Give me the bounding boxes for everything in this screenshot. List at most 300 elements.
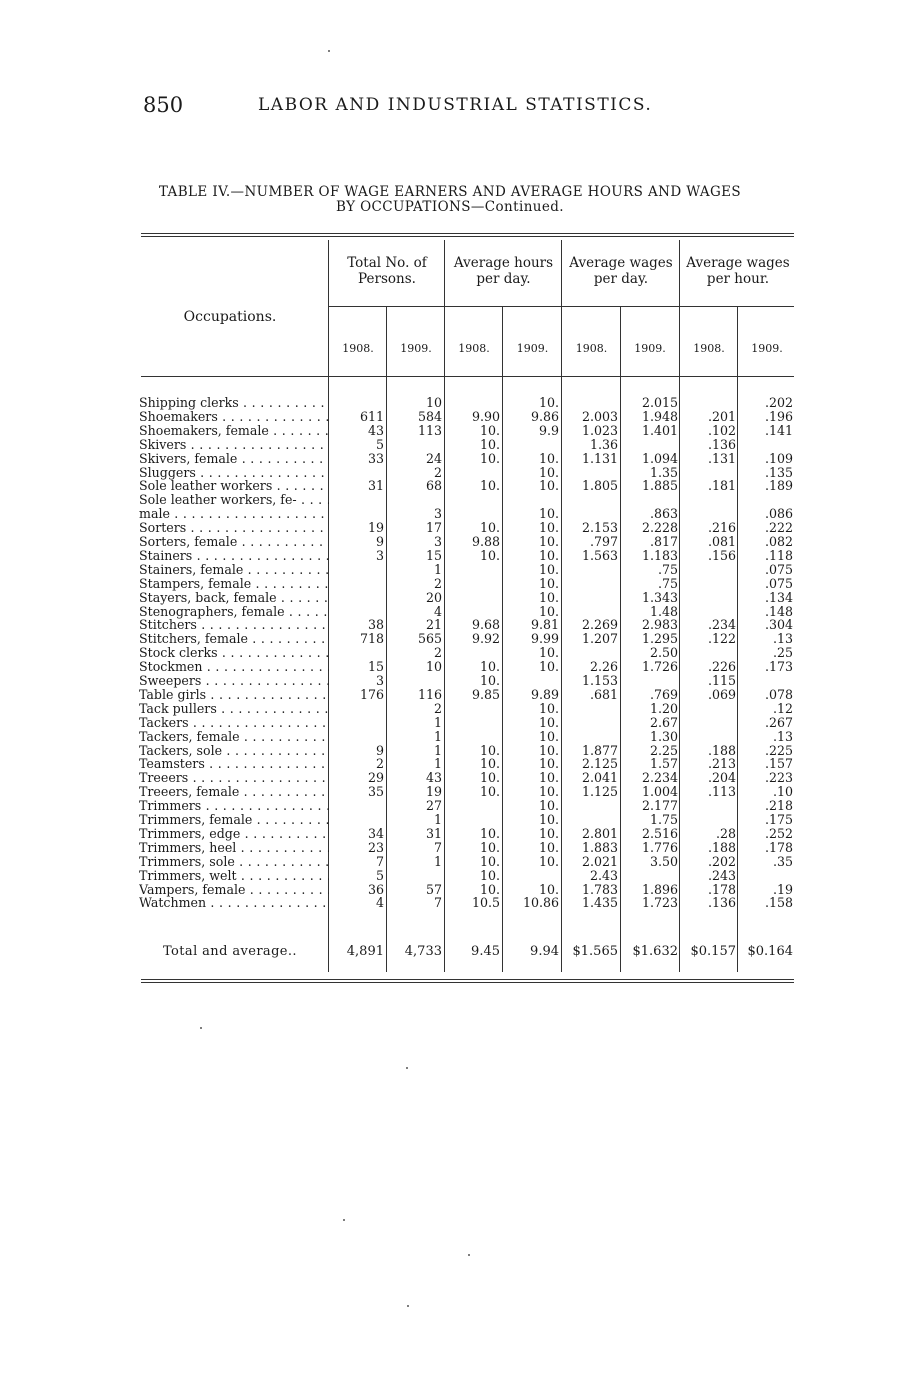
value-cell: .216: [707, 520, 736, 536]
value-cell: 1: [433, 853, 442, 869]
occupation-cell: Skivers . . .: [139, 438, 329, 452]
value-cell: .243: [707, 867, 736, 883]
total-cell: 4,891: [346, 944, 384, 959]
col-rule-7: [737, 306, 738, 972]
value-cell: 10.: [538, 520, 559, 536]
value-cell: .202: [707, 853, 736, 869]
value-cell: 68: [425, 478, 442, 494]
occupation-cell: Trimmers, edge . . .: [139, 827, 329, 841]
value-cell: 10.: [479, 784, 500, 800]
value-cell: 2.67: [649, 714, 678, 730]
occupation-cell: Watchmen . . .: [139, 896, 329, 910]
value-cell: 10.: [479, 547, 500, 563]
value-cell: 2.26: [589, 659, 618, 675]
value-cell: .75: [657, 561, 678, 577]
occupation-cell: Shoemakers . . .: [139, 410, 329, 424]
value-cell: 176: [359, 686, 384, 702]
occupation-cell: Sweepers . . .: [139, 674, 329, 688]
value-cell: 31: [425, 825, 442, 841]
value-cell: .181: [707, 478, 736, 494]
group-header-persons: [330, 255, 444, 287]
value-cell: .304: [764, 617, 793, 633]
value-cell: 2.269: [581, 617, 618, 633]
occupation-cell: Vampers, female . . .: [139, 883, 329, 897]
occupation-cell: Trimmers, sole . . .: [139, 855, 329, 869]
value-cell: 2.153: [581, 520, 618, 536]
value-cell: 565: [417, 631, 442, 647]
value-cell: 1.57: [649, 756, 678, 772]
value-cell: 2: [433, 575, 442, 591]
value-cell: 1.948: [641, 408, 678, 424]
value-cell: .078: [764, 686, 793, 702]
value-cell: 9.99: [530, 631, 559, 647]
total-cell: $0.164: [747, 944, 793, 959]
value-cell: 10.: [479, 436, 500, 452]
value-cell: 10.: [479, 770, 500, 786]
value-cell: 2.801: [581, 825, 618, 841]
value-cell: 2.50: [649, 645, 678, 661]
total-cell: 4,733: [404, 944, 442, 959]
value-cell: 10.: [479, 659, 500, 675]
value-cell: 10.: [479, 450, 500, 466]
value-cell: .118: [764, 547, 793, 563]
value-cell: .222: [764, 520, 793, 536]
col-rule-2: [444, 240, 445, 972]
value-cell: 9.92: [471, 631, 500, 647]
value-cell: 10.: [479, 478, 500, 494]
value-cell: 10.: [538, 784, 559, 800]
value-cell: 1.75: [649, 812, 678, 827]
occupation-cell: Table girls . . .: [139, 688, 329, 702]
value-cell: 9: [375, 534, 384, 549]
occupation-cell: Treeers . . .: [139, 771, 329, 785]
value-cell: 10.: [538, 589, 559, 605]
occupation-cell: Teamsters . . .: [139, 757, 329, 771]
value-cell: .817: [649, 534, 678, 549]
occupation-cell: Stainers, female . . .: [139, 563, 329, 577]
value-cell: 10.: [538, 770, 559, 786]
value-cell: 1.877: [581, 742, 618, 758]
value-cell: 10.: [538, 742, 559, 758]
value-cell: 10.: [538, 756, 559, 772]
value-cell: .075: [764, 575, 793, 591]
occupation-cell: Sole leather workers . . .: [139, 479, 329, 493]
value-cell: 1: [433, 812, 442, 827]
value-cell: 27: [425, 798, 442, 814]
scan-speck: [200, 1027, 202, 1029]
value-cell: 1.726: [641, 659, 678, 675]
occupation-cell: Sole leather workers, fe- . . .: [139, 493, 329, 507]
value-cell: .115: [707, 673, 736, 688]
value-cell: 1.004: [641, 784, 678, 800]
value-cell: .19: [772, 881, 793, 897]
value-cell: 1.295: [641, 631, 678, 647]
value-cell: 43: [425, 770, 442, 786]
group-header-line: per hour.: [706, 271, 770, 287]
value-cell: 1.401: [641, 422, 678, 438]
value-cell: .252: [764, 825, 793, 841]
value-cell: 9: [375, 742, 384, 758]
value-cell: 2.516: [641, 825, 678, 841]
value-cell: 43: [367, 422, 384, 438]
value-cell: 1.131: [581, 450, 618, 466]
value-cell: 1.094: [641, 450, 678, 466]
table-title: TABLE IV.—NUMBER OF WAGE EARNERS AND AVERAGE HOURS AND WAGES: [158, 184, 742, 200]
value-cell: .35: [772, 853, 793, 869]
value-cell: 1.896: [641, 881, 678, 897]
value-cell: 9.81: [530, 617, 559, 633]
value-cell: 10.: [479, 673, 500, 688]
occupation-cell: Stainers . . .: [139, 549, 329, 563]
value-cell: 10.: [479, 422, 500, 438]
value-cell: 1: [433, 714, 442, 730]
value-cell: 718: [359, 631, 384, 647]
value-cell: 34: [367, 825, 384, 841]
value-cell: 9.68: [471, 617, 500, 633]
value-cell: .797: [589, 534, 618, 549]
group-header-line: per day.: [476, 271, 531, 287]
occupation-cell: Stenographers, female . . .: [139, 605, 329, 619]
occupation-cell: Sorters, female . . .: [139, 535, 329, 549]
value-cell: 1.723: [641, 895, 678, 911]
value-cell: .201: [707, 408, 736, 424]
value-cell: 5: [375, 436, 384, 452]
value-cell: .081: [707, 534, 736, 549]
value-cell: .223: [764, 770, 793, 786]
occupation-cell: Stock clerks . . .: [139, 646, 329, 660]
value-cell: 1: [433, 728, 442, 744]
occupations-header: Occupations.: [183, 309, 277, 325]
value-cell: 2.003: [581, 408, 618, 424]
value-cell: 1.776: [641, 839, 678, 855]
total-cell: $0.157: [690, 944, 736, 959]
value-cell: 1.783: [581, 881, 618, 897]
value-cell: 10.: [479, 867, 500, 883]
value-cell: 10.: [538, 700, 559, 716]
value-cell: 10.: [538, 547, 559, 563]
group-header-line: per day.: [593, 271, 649, 287]
table-bottom-rule: [141, 979, 794, 980]
value-cell: 1.207: [581, 631, 618, 647]
value-cell: .13: [772, 631, 793, 647]
value-cell: 10.5: [471, 895, 500, 911]
value-cell: .12: [772, 700, 793, 716]
value-cell: .863: [649, 506, 678, 522]
group-header-hours: [446, 255, 561, 287]
value-cell: 10.: [479, 881, 500, 897]
occupation-cell: Tackers, female . . .: [139, 730, 329, 744]
occupation-cell: Shipping clerks . . .: [139, 396, 329, 410]
value-cell: 15: [367, 659, 384, 675]
value-cell: .148: [764, 603, 793, 619]
value-cell: 2.125: [581, 756, 618, 772]
occupation-cell: male . . .: [139, 507, 329, 521]
total-cell: 9.45: [471, 944, 500, 959]
value-cell: .134: [764, 589, 793, 605]
occupation-cell: Sluggers . . .: [139, 466, 329, 480]
value-cell: 1.883: [581, 839, 618, 855]
value-cell: 57: [425, 881, 442, 897]
value-cell: 29: [367, 770, 384, 786]
col-rule-1: [386, 306, 387, 972]
value-cell: 10.: [538, 812, 559, 827]
occupation-cell: Trimmers, female . . .: [139, 813, 329, 827]
value-cell: 21: [425, 617, 442, 633]
table-top-rule-double: [141, 236, 794, 237]
occupation-cell: Tackers . . .: [139, 716, 329, 730]
value-cell: .225: [764, 742, 793, 758]
value-cell: .25: [772, 645, 793, 661]
value-cell: .213: [707, 756, 736, 772]
value-cell: 10.: [538, 853, 559, 869]
group-header-line: Average wages: [569, 255, 673, 271]
group-header-line: Total No. of: [347, 255, 427, 271]
value-cell: 10.: [538, 478, 559, 494]
col-rule-3: [502, 306, 503, 972]
year-header: 1909.: [634, 342, 666, 355]
value-cell: .069: [707, 686, 736, 702]
value-cell: 15: [425, 547, 442, 563]
value-cell: 4: [375, 895, 384, 911]
value-cell: 2.43: [589, 867, 618, 883]
value-cell: 10.: [479, 520, 500, 536]
value-cell: 10.: [538, 534, 559, 549]
value-cell: .226: [707, 659, 736, 675]
value-cell: 3: [433, 534, 442, 549]
value-cell: 10.: [538, 450, 559, 466]
value-cell: 10.: [538, 575, 559, 591]
table-subtitle: BY OCCUPATIONS—Continued.: [335, 199, 565, 215]
value-cell: .109: [764, 450, 793, 466]
value-cell: 2: [375, 756, 384, 772]
value-cell: 10.: [538, 645, 559, 661]
value-cell: 38: [367, 617, 384, 633]
value-cell: 10.: [538, 881, 559, 897]
value-cell: 2.228: [641, 520, 678, 536]
value-cell: 10.: [538, 464, 559, 480]
total-label: Total and average..: [163, 944, 297, 959]
value-cell: 1: [433, 742, 442, 758]
value-cell: .082: [764, 534, 793, 549]
value-cell: 2: [433, 700, 442, 716]
year-header: 1909.: [400, 342, 432, 355]
value-cell: .769: [649, 686, 678, 702]
value-cell: 35: [367, 784, 384, 800]
value-cell: .188: [707, 742, 736, 758]
value-cell: 1.125: [581, 784, 618, 800]
col-rule-6: [679, 240, 680, 972]
value-cell: 10.: [479, 853, 500, 869]
occupation-cell: Stitchers . . .: [139, 618, 329, 632]
value-cell: 36: [367, 881, 384, 897]
group-header-wages-day: [563, 255, 679, 287]
occupation-cell: Stampers, female . . .: [139, 577, 329, 591]
value-cell: 9.88: [471, 534, 500, 549]
value-cell: 1.30: [649, 728, 678, 744]
value-cell: .135: [764, 464, 793, 480]
occupation-cell: Skivers, female . . .: [139, 452, 329, 466]
value-cell: 9.90: [471, 408, 500, 424]
value-cell: 10.: [538, 839, 559, 855]
value-cell: 7: [433, 895, 442, 911]
value-cell: .113: [707, 784, 736, 800]
value-cell: 17: [425, 520, 442, 536]
value-cell: 1: [433, 756, 442, 772]
value-cell: .681: [589, 686, 618, 702]
value-cell: 10.: [538, 659, 559, 675]
value-cell: .102: [707, 422, 736, 438]
occupation-cell: Trimmers, heel . . .: [139, 841, 329, 855]
value-cell: 1.563: [581, 547, 618, 563]
occupation-cell: Tackers, sole . . .: [139, 744, 329, 758]
value-cell: 10.: [479, 756, 500, 772]
value-cell: 3: [433, 506, 442, 522]
value-cell: 1.36: [589, 436, 618, 452]
occupation-cell: Stockmen . . .: [139, 660, 329, 674]
occupation-cell: Stayers, back, female . . .: [139, 591, 329, 605]
value-cell: 9.9: [538, 422, 559, 438]
year-header: 1908.: [458, 342, 490, 355]
value-cell: 113: [417, 422, 442, 438]
value-cell: 5: [375, 867, 384, 883]
value-cell: .196: [764, 408, 793, 424]
value-cell: 1: [433, 561, 442, 577]
value-cell: 10.: [538, 603, 559, 619]
value-cell: .136: [707, 895, 736, 911]
year-header: 1909.: [751, 342, 783, 355]
total-cell: 9.94: [530, 944, 559, 959]
scan-speck: [406, 1067, 408, 1069]
value-cell: .175: [764, 812, 793, 827]
value-cell: 7: [433, 839, 442, 855]
value-cell: 1.20: [649, 700, 678, 716]
value-cell: 1.885: [641, 478, 678, 494]
year-header: 1908.: [575, 342, 608, 355]
value-cell: 2: [433, 464, 442, 480]
table-bottom-rule-double: [141, 982, 794, 983]
group-header-line: Average wages: [686, 255, 790, 271]
value-cell: 2.983: [641, 617, 678, 633]
value-cell: 10.: [479, 742, 500, 758]
value-cell: .178: [764, 839, 793, 855]
value-cell: 33: [367, 450, 384, 466]
total-cell: $1.565: [572, 944, 618, 959]
occupation-cell: Trimmers . . .: [139, 799, 329, 813]
value-cell: 2: [433, 645, 442, 661]
value-cell: .131: [707, 450, 736, 466]
value-cell: 2.015: [641, 395, 678, 410]
occupation-cell: Tack pullers . . .: [139, 702, 329, 716]
value-cell: 1.435: [581, 895, 618, 911]
value-cell: 3: [375, 547, 384, 563]
group-header-wages-hour: [681, 255, 795, 287]
value-cell: 10.: [538, 728, 559, 744]
header-bottom-rule: [141, 376, 794, 377]
value-cell: 10.: [538, 825, 559, 841]
value-cell: .156: [707, 547, 736, 563]
col-rule-4: [561, 240, 562, 972]
value-cell: 9.85: [471, 686, 500, 702]
value-cell: .28: [715, 825, 736, 841]
value-cell: 10.: [538, 798, 559, 814]
group-header-line: Average hours: [453, 255, 554, 271]
value-cell: .189: [764, 478, 793, 494]
value-cell: 10.: [538, 506, 559, 522]
total-cell: $1.632: [632, 944, 678, 959]
value-cell: .178: [707, 881, 736, 897]
running-head: LABOR AND INDUSTRIAL STATISTICS.: [258, 95, 653, 115]
value-cell: .218: [764, 798, 793, 814]
value-cell: 4: [433, 603, 442, 619]
value-cell: 10: [425, 659, 442, 675]
value-cell: 584: [417, 408, 442, 424]
value-cell: 116: [417, 686, 442, 702]
value-cell: 2.041: [581, 770, 618, 786]
value-cell: 611: [359, 408, 384, 424]
occupation-cell: Trimmers, welt . . .: [139, 869, 329, 883]
value-cell: 1.35: [649, 464, 678, 480]
value-cell: 10.: [538, 395, 559, 410]
value-cell: 20: [425, 589, 442, 605]
scan-speck: [343, 1219, 345, 1221]
occupation-cell: Sorters . . .: [139, 521, 329, 535]
value-cell: .75: [657, 575, 678, 591]
value-cell: 1.805: [581, 478, 618, 494]
value-cell: 3.50: [649, 853, 678, 869]
year-header: 1908.: [693, 342, 725, 355]
value-cell: .086: [764, 506, 793, 522]
occupation-cell: Treeers, female . . .: [139, 785, 329, 799]
value-cell: .10: [772, 784, 793, 800]
scan-speck: [468, 1254, 470, 1256]
year-header: 1908.: [342, 342, 374, 355]
value-cell: .122: [707, 631, 736, 647]
value-cell: .13: [772, 728, 793, 744]
value-cell: .234: [707, 617, 736, 633]
value-cell: 9.86: [530, 408, 559, 424]
table-top-rule: [141, 233, 794, 234]
value-cell: 10.: [479, 839, 500, 855]
value-cell: .141: [764, 422, 793, 438]
value-cell: 2.234: [641, 770, 678, 786]
value-cell: .075: [764, 561, 793, 577]
occupation-cell: Stitchers, female . . .: [139, 632, 329, 646]
value-cell: .204: [707, 770, 736, 786]
value-cell: .267: [764, 714, 793, 730]
value-cell: 2.177: [641, 798, 678, 814]
value-cell: 31: [367, 478, 384, 494]
value-cell: 10.: [538, 561, 559, 577]
value-cell: 1.023: [581, 422, 618, 438]
year-header: 1909.: [516, 342, 549, 355]
value-cell: 2.021: [581, 853, 618, 869]
value-cell: 24: [425, 450, 442, 466]
value-cell: 10.: [538, 714, 559, 730]
occupation-cell: Shoemakers, female . . .: [139, 424, 329, 438]
value-cell: 7: [375, 853, 384, 869]
value-cell: 1.343: [641, 589, 678, 605]
value-cell: 19: [425, 784, 442, 800]
value-cell: 1.183: [641, 547, 678, 563]
value-cell: 1.48: [649, 603, 678, 619]
value-cell: 1.153: [581, 673, 618, 688]
scan-speck: [328, 50, 330, 52]
value-cell: 10.: [479, 825, 500, 841]
value-cell: .202: [764, 395, 793, 410]
value-cell: 2.25: [649, 742, 678, 758]
value-cell: 3: [375, 673, 384, 688]
value-cell: .158: [764, 895, 793, 911]
